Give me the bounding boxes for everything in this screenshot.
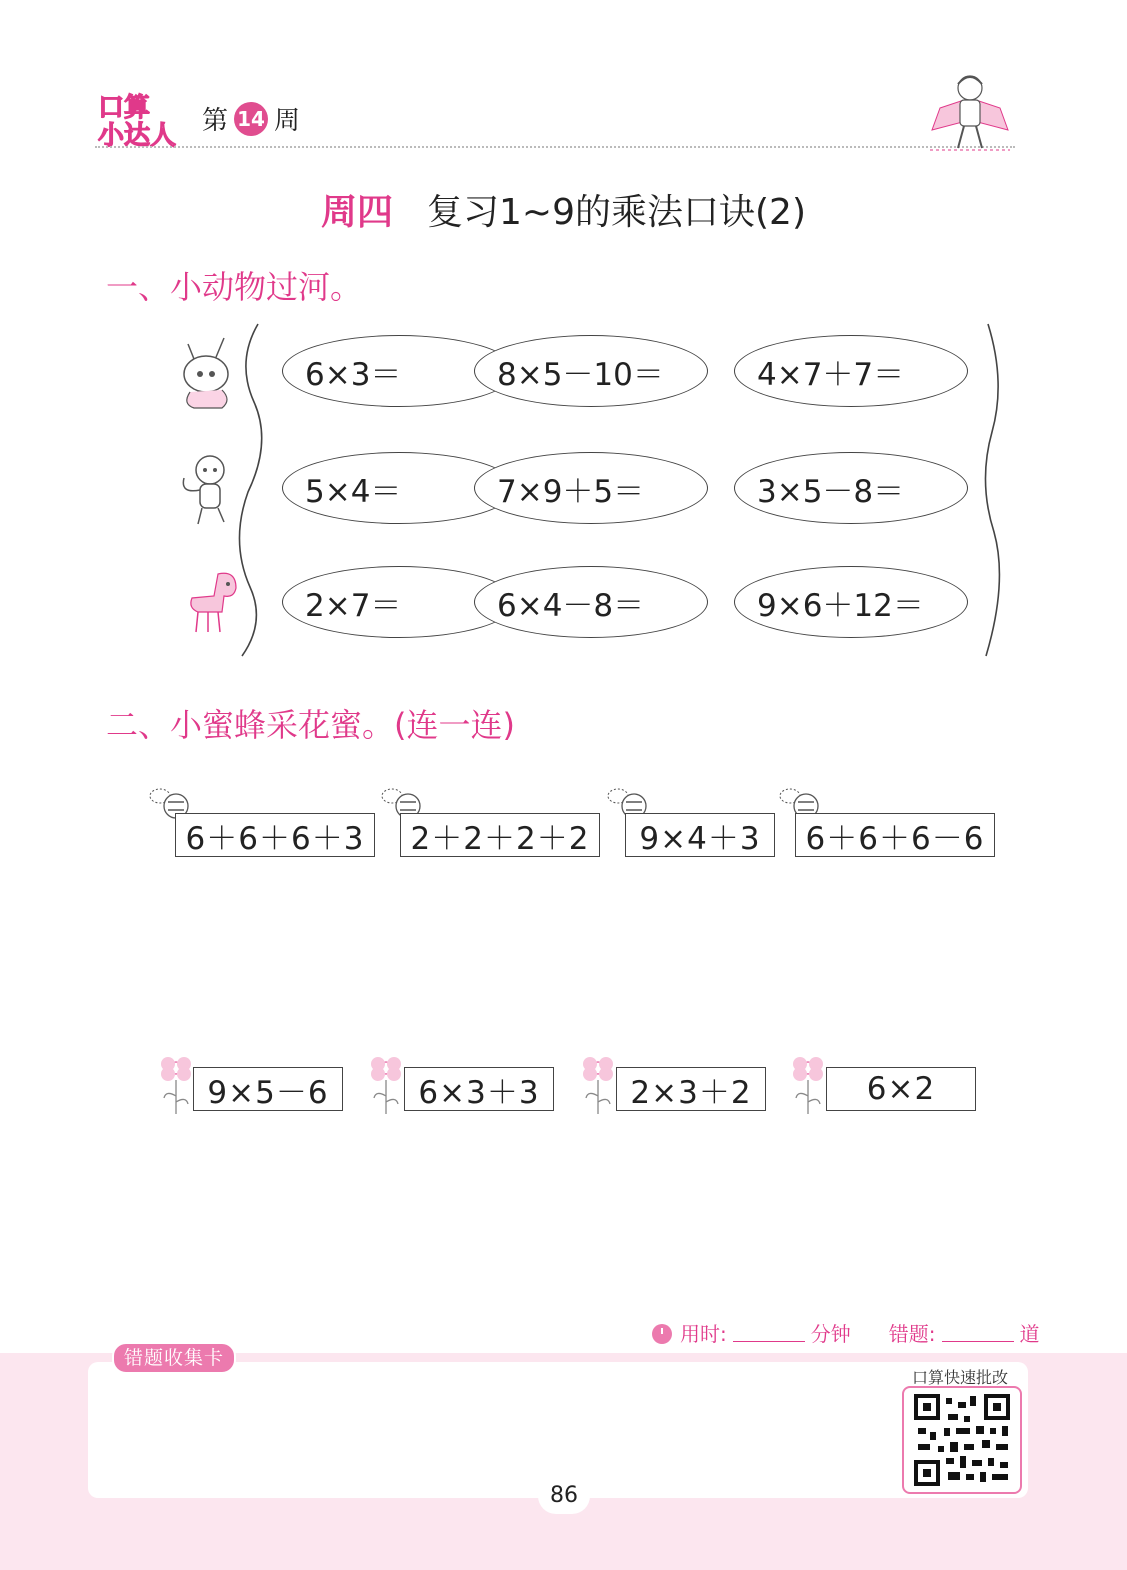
bee-expression-box[interactable]: 9×4＋3 — [625, 813, 775, 857]
cat-icon — [172, 334, 242, 414]
flower-expression-box[interactable]: 6×3＋3 — [404, 1067, 554, 1111]
monkey-icon — [172, 450, 242, 530]
stopwatch-icon — [650, 1321, 674, 1345]
header-divider — [95, 146, 1015, 148]
logo-icon — [96, 88, 180, 150]
river-oval-expression[interactable]: 4×7＋7＝ — [734, 335, 968, 407]
river-oval-expression[interactable]: 9×6＋12＝ — [734, 566, 968, 638]
pony-icon — [178, 562, 248, 642]
section-1-title: 一、小动物过河。 — [106, 268, 363, 306]
bee-expression-box[interactable]: 2＋2＋2＋2 — [400, 813, 600, 857]
week-label — [202, 100, 300, 137]
week-prefix: 第 — [202, 106, 229, 136]
river-oval-expression[interactable]: 3×5－8＝ — [734, 452, 968, 524]
flower-icon — [366, 1052, 406, 1118]
qr-code-icon[interactable] — [902, 1386, 1022, 1494]
errors-label: 错题: — [888, 1322, 936, 1346]
title-text: 复习1~9的乘法口诀(2) — [427, 192, 806, 233]
river-oval-expression[interactable]: 5×4＝ — [282, 452, 516, 524]
flower-expression-box[interactable]: 2×3＋2 — [616, 1067, 766, 1111]
flower-icon — [788, 1052, 828, 1118]
river-oval-expression[interactable]: 7×9＋5＝ — [474, 452, 708, 524]
timer-line — [650, 1318, 1040, 1347]
time-blank[interactable] — [733, 1323, 805, 1342]
flower-expression-box[interactable]: 9×5－6 — [193, 1067, 343, 1111]
time-label: 用时: — [680, 1322, 727, 1346]
logo-line-1: 口算 — [98, 92, 151, 122]
flower-icon — [156, 1052, 196, 1118]
flower-icon — [578, 1052, 618, 1118]
bee-expression-box[interactable]: 6＋6＋6－6 — [795, 813, 995, 857]
title-day: 周四 — [321, 192, 394, 233]
river-oval-expression[interactable]: 6×3＝ — [282, 335, 516, 407]
week-number-badge: 14 — [234, 102, 268, 136]
page-number: 86 — [538, 1478, 590, 1514]
flower-expression-box[interactable]: 6×2 — [826, 1067, 976, 1111]
qr-label: 口算快速批改 — [912, 1368, 1009, 1387]
bee-expression-box[interactable]: 6＋6＋6＋3 — [175, 813, 375, 857]
error-card-tag: 错题收集卡 — [112, 1342, 236, 1374]
errors-unit: 道 — [1019, 1322, 1040, 1346]
page-title — [0, 184, 1127, 235]
time-unit: 分钟 — [810, 1322, 851, 1346]
superhero-mascot-icon — [920, 68, 1020, 160]
river-oval-expression[interactable]: 8×5－10＝ — [474, 335, 708, 407]
section-2-title: 二、小蜜蜂采花蜜。(连一连) — [106, 706, 515, 744]
river-oval-expression[interactable]: 6×4－8＝ — [474, 566, 708, 638]
logo-line-2: 小达人 — [98, 120, 177, 150]
errors-blank[interactable] — [942, 1323, 1014, 1342]
week-suffix: 周 — [274, 106, 301, 136]
river-oval-expression[interactable]: 2×7＝ — [282, 566, 516, 638]
